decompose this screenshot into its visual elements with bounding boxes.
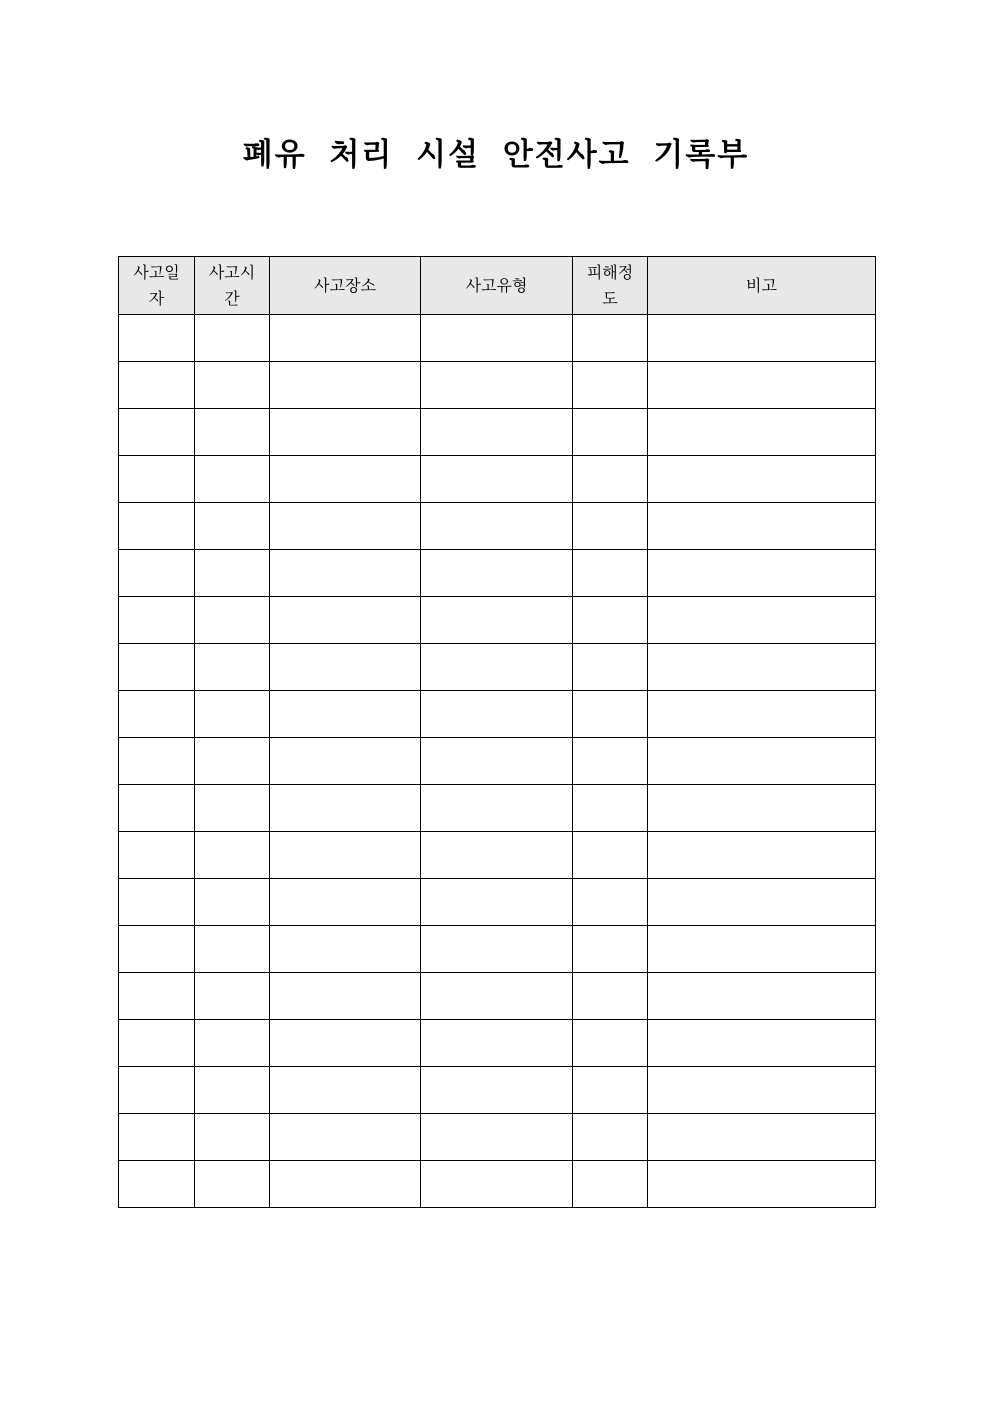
cell-accident-time[interactable] bbox=[195, 879, 270, 926]
cell-accident-date[interactable] bbox=[119, 879, 195, 926]
cell-accident-date[interactable] bbox=[119, 644, 195, 691]
cell-damage-level[interactable] bbox=[573, 879, 648, 926]
cell-accident-date[interactable] bbox=[119, 1020, 195, 1067]
cell-accident-date[interactable] bbox=[119, 1161, 195, 1208]
table-row bbox=[119, 691, 876, 738]
cell-accident-time[interactable] bbox=[195, 691, 270, 738]
cell-remarks[interactable] bbox=[648, 550, 876, 597]
cell-accident-type[interactable] bbox=[421, 691, 573, 738]
cell-damage-level[interactable] bbox=[573, 644, 648, 691]
cell-accident-date[interactable] bbox=[119, 362, 195, 409]
cell-accident-time[interactable] bbox=[195, 550, 270, 597]
table-row bbox=[119, 832, 876, 879]
column-header-remarks: 비고 bbox=[648, 257, 876, 315]
cell-damage-level[interactable] bbox=[573, 1067, 648, 1114]
cell-remarks[interactable] bbox=[648, 926, 876, 973]
cell-remarks[interactable] bbox=[648, 691, 876, 738]
table-row bbox=[119, 550, 876, 597]
cell-accident-date[interactable] bbox=[119, 785, 195, 832]
cell-accident-location[interactable] bbox=[270, 456, 421, 503]
table-body bbox=[119, 315, 876, 1208]
table-row bbox=[119, 1067, 876, 1114]
cell-accident-location[interactable] bbox=[270, 362, 421, 409]
cell-accident-date[interactable] bbox=[119, 926, 195, 973]
cell-damage-level[interactable] bbox=[573, 1020, 648, 1067]
cell-accident-type[interactable] bbox=[421, 1114, 573, 1161]
column-header-damage-level: 피해정도 bbox=[573, 257, 648, 315]
cell-damage-level[interactable] bbox=[573, 926, 648, 973]
cell-accident-type[interactable] bbox=[421, 315, 573, 362]
column-header-accident-type: 사고유형 bbox=[421, 257, 573, 315]
cell-damage-level[interactable] bbox=[573, 503, 648, 550]
cell-remarks[interactable] bbox=[648, 315, 876, 362]
cell-accident-date[interactable] bbox=[119, 1067, 195, 1114]
cell-remarks[interactable] bbox=[648, 832, 876, 879]
cell-accident-time[interactable] bbox=[195, 1114, 270, 1161]
cell-remarks[interactable] bbox=[648, 879, 876, 926]
cell-accident-time[interactable] bbox=[195, 1161, 270, 1208]
cell-damage-level[interactable] bbox=[573, 973, 648, 1020]
cell-remarks[interactable] bbox=[648, 1067, 876, 1114]
cell-accident-type[interactable] bbox=[421, 1067, 573, 1114]
table-row bbox=[119, 456, 876, 503]
cell-damage-level[interactable] bbox=[573, 832, 648, 879]
table-row bbox=[119, 362, 876, 409]
cell-accident-time[interactable] bbox=[195, 315, 270, 362]
cell-damage-level[interactable] bbox=[573, 691, 648, 738]
cell-accident-date[interactable] bbox=[119, 503, 195, 550]
cell-accident-date[interactable] bbox=[119, 973, 195, 1020]
cell-accident-type[interactable] bbox=[421, 503, 573, 550]
cell-damage-level[interactable] bbox=[573, 550, 648, 597]
cell-accident-location[interactable] bbox=[270, 926, 421, 973]
cell-damage-level[interactable] bbox=[573, 456, 648, 503]
cell-accident-date[interactable] bbox=[119, 832, 195, 879]
cell-accident-time[interactable] bbox=[195, 456, 270, 503]
cell-accident-date[interactable] bbox=[119, 691, 195, 738]
cell-remarks[interactable] bbox=[648, 456, 876, 503]
cell-remarks[interactable] bbox=[648, 973, 876, 1020]
cell-accident-location[interactable] bbox=[270, 785, 421, 832]
cell-accident-date[interactable] bbox=[119, 1114, 195, 1161]
cell-accident-location[interactable] bbox=[270, 550, 421, 597]
cell-accident-location[interactable] bbox=[270, 1114, 421, 1161]
table-row bbox=[119, 1161, 876, 1208]
cell-remarks[interactable] bbox=[648, 503, 876, 550]
column-header-accident-date: 사고일자 bbox=[119, 257, 195, 315]
cell-accident-type[interactable] bbox=[421, 550, 573, 597]
cell-accident-date[interactable] bbox=[119, 738, 195, 785]
cell-accident-type[interactable] bbox=[421, 362, 573, 409]
cell-accident-date[interactable] bbox=[119, 456, 195, 503]
cell-damage-level[interactable] bbox=[573, 362, 648, 409]
cell-remarks[interactable] bbox=[648, 738, 876, 785]
table-row bbox=[119, 879, 876, 926]
cell-accident-date[interactable] bbox=[119, 597, 195, 644]
accident-log-table bbox=[118, 256, 876, 1208]
cell-accident-type[interactable] bbox=[421, 832, 573, 879]
cell-accident-type[interactable] bbox=[421, 738, 573, 785]
cell-accident-type[interactable] bbox=[421, 597, 573, 644]
cell-damage-level[interactable] bbox=[573, 315, 648, 362]
cell-damage-level[interactable] bbox=[573, 1114, 648, 1161]
table-row bbox=[119, 973, 876, 1020]
cell-remarks[interactable] bbox=[648, 362, 876, 409]
table-row bbox=[119, 1020, 876, 1067]
table-row bbox=[119, 644, 876, 691]
cell-accident-time[interactable] bbox=[195, 409, 270, 456]
cell-accident-type[interactable] bbox=[421, 926, 573, 973]
cell-accident-time[interactable] bbox=[195, 597, 270, 644]
cell-damage-level[interactable] bbox=[573, 785, 648, 832]
cell-remarks[interactable] bbox=[648, 785, 876, 832]
cell-accident-type[interactable] bbox=[421, 1020, 573, 1067]
cell-accident-time[interactable] bbox=[195, 503, 270, 550]
cell-accident-location[interactable] bbox=[270, 832, 421, 879]
cell-accident-location[interactable] bbox=[270, 1020, 421, 1067]
cell-accident-type[interactable] bbox=[421, 785, 573, 832]
cell-damage-level[interactable] bbox=[573, 1161, 648, 1208]
cell-accident-type[interactable] bbox=[421, 973, 573, 1020]
table-header-row bbox=[119, 257, 876, 315]
cell-accident-location[interactable] bbox=[270, 879, 421, 926]
page-title: 폐유 처리 시설 안전사고 기록부 bbox=[242, 137, 750, 173]
cell-accident-type[interactable] bbox=[421, 456, 573, 503]
cell-accident-time[interactable] bbox=[195, 644, 270, 691]
table-row bbox=[119, 409, 876, 456]
cell-accident-time[interactable] bbox=[195, 362, 270, 409]
cell-remarks[interactable] bbox=[648, 597, 876, 644]
cell-accident-time[interactable] bbox=[195, 1067, 270, 1114]
column-header-accident-time: 사고시간 bbox=[195, 257, 270, 315]
table-row bbox=[119, 926, 876, 973]
cell-remarks[interactable] bbox=[648, 1020, 876, 1067]
table-row bbox=[119, 1114, 876, 1161]
cell-remarks[interactable] bbox=[648, 409, 876, 456]
cell-accident-time[interactable] bbox=[195, 973, 270, 1020]
cell-accident-date[interactable] bbox=[119, 550, 195, 597]
cell-remarks[interactable] bbox=[648, 644, 876, 691]
table-row bbox=[119, 785, 876, 832]
cell-damage-level[interactable] bbox=[573, 738, 648, 785]
table-row bbox=[119, 503, 876, 550]
cell-accident-time[interactable] bbox=[195, 1020, 270, 1067]
cell-accident-time[interactable] bbox=[195, 832, 270, 879]
cell-damage-level[interactable] bbox=[573, 409, 648, 456]
cell-accident-date[interactable] bbox=[119, 409, 195, 456]
cell-accident-location[interactable] bbox=[270, 1067, 421, 1114]
cell-accident-location[interactable] bbox=[270, 597, 421, 644]
cell-remarks[interactable] bbox=[648, 1161, 876, 1208]
cell-accident-location[interactable] bbox=[270, 738, 421, 785]
cell-accident-location[interactable] bbox=[270, 409, 421, 456]
cell-accident-date[interactable] bbox=[119, 315, 195, 362]
table-row bbox=[119, 738, 876, 785]
cell-accident-location[interactable] bbox=[270, 691, 421, 738]
cell-accident-type[interactable] bbox=[421, 1161, 573, 1208]
cell-accident-time[interactable] bbox=[195, 926, 270, 973]
cell-accident-location[interactable] bbox=[270, 503, 421, 550]
cell-accident-type[interactable] bbox=[421, 879, 573, 926]
cell-damage-level[interactable] bbox=[573, 597, 648, 644]
cell-accident-location[interactable] bbox=[270, 973, 421, 1020]
cell-accident-location[interactable] bbox=[270, 315, 421, 362]
cell-accident-location[interactable] bbox=[270, 1161, 421, 1208]
cell-accident-type[interactable] bbox=[421, 644, 573, 691]
cell-accident-time[interactable] bbox=[195, 738, 270, 785]
column-header-accident-location: 사고장소 bbox=[270, 257, 421, 315]
cell-accident-type[interactable] bbox=[421, 409, 573, 456]
cell-accident-time[interactable] bbox=[195, 785, 270, 832]
table-row bbox=[119, 315, 876, 362]
cell-accident-location[interactable] bbox=[270, 644, 421, 691]
table-row bbox=[119, 597, 876, 644]
cell-remarks[interactable] bbox=[648, 1114, 876, 1161]
